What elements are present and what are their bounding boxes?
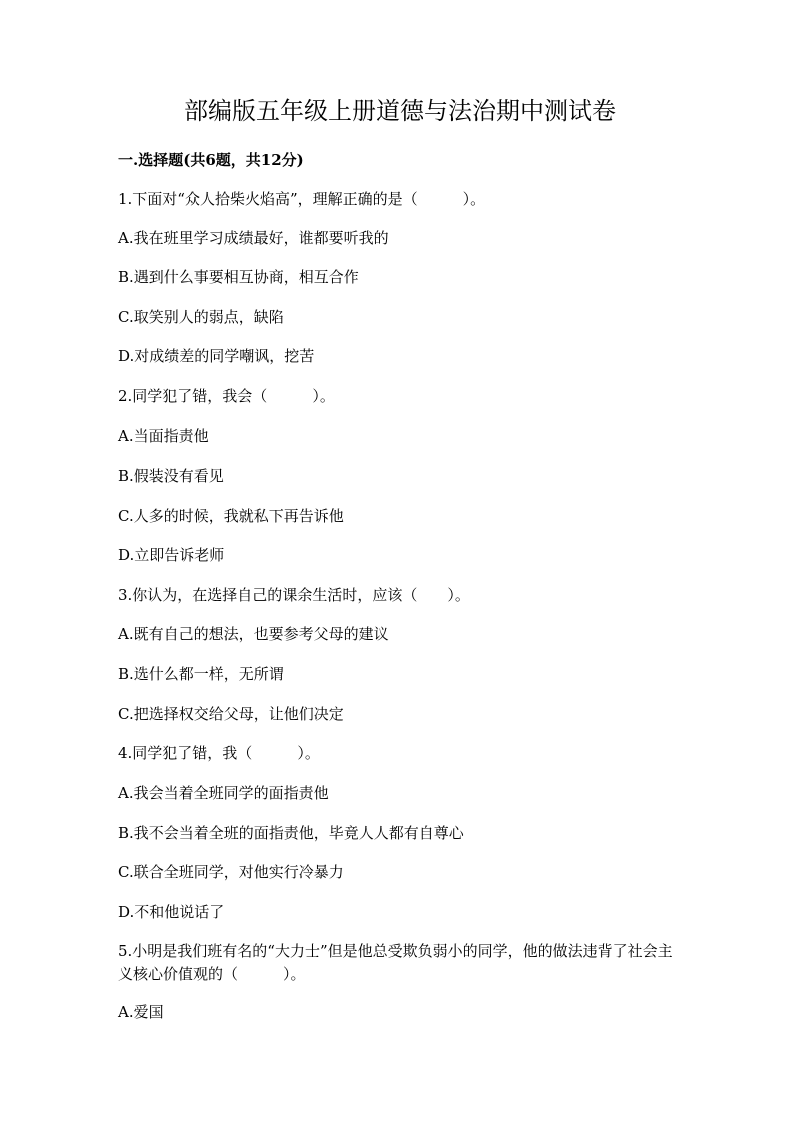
question-4-option-a: A.我会当着全班同学的面指责他	[118, 784, 329, 802]
question-1-option-c: C.取笑别人的弱点，缺陷	[118, 308, 284, 326]
question-1-option-d: D.对成绩差的同学嘲讽，挖苦	[118, 347, 315, 365]
section-heading: 一.选择题(共6题，共12分)	[118, 151, 304, 169]
question-1-stem: 1.下面对“众人拾柴火焰高”，理解正确的是（ ）。	[118, 190, 486, 208]
question-3-option-b: B.选什么都一样，无所谓	[118, 665, 284, 683]
question-5-stem: 5.小明是我们班有名的“大力士”但是他总受欺负弱小的同学，他的做法违背了社会主义核心价值观的（ ）。	[118, 942, 673, 983]
question-2-option-c: C.人多的时候，我就私下再告诉他	[118, 507, 344, 525]
page-title: 部编版五年级上册道德与法治期中测试卷	[184, 97, 616, 125]
question-4-option-c: C.联合全班同学，对他实行冷暴力	[118, 863, 344, 881]
question-5-option-a: A.爱国	[118, 1003, 164, 1021]
question-2-stem: 2.同学犯了错，我会（ ）。	[118, 387, 335, 405]
question-3-option-a: A.既有自己的想法，也要参考父母的建议	[118, 625, 389, 643]
question-2-option-a: A.当面指责他	[118, 427, 209, 445]
question-4-stem: 4.同学犯了错，我（ ）。	[118, 744, 320, 762]
question-1-option-a: A.我在班里学习成绩最好，谁都要听我的	[118, 229, 389, 247]
question-3-stem: 3.你认为，在选择自己的课余生活时，应该（ ）。	[118, 586, 470, 604]
question-2-option-d: D.立即告诉老师	[118, 546, 225, 564]
question-1-option-b: B.遇到什么事要相互协商，相互合作	[118, 268, 359, 286]
question-2-option-b: B.假装没有看见	[118, 467, 224, 485]
question-3-option-c: C.把选择权交给父母，让他们决定	[118, 705, 344, 723]
question-4-option-b: B.我不会当着全班的面指责他，毕竟人人都有自尊心	[118, 824, 464, 842]
question-4-option-d: D.不和他说话了	[118, 903, 225, 921]
